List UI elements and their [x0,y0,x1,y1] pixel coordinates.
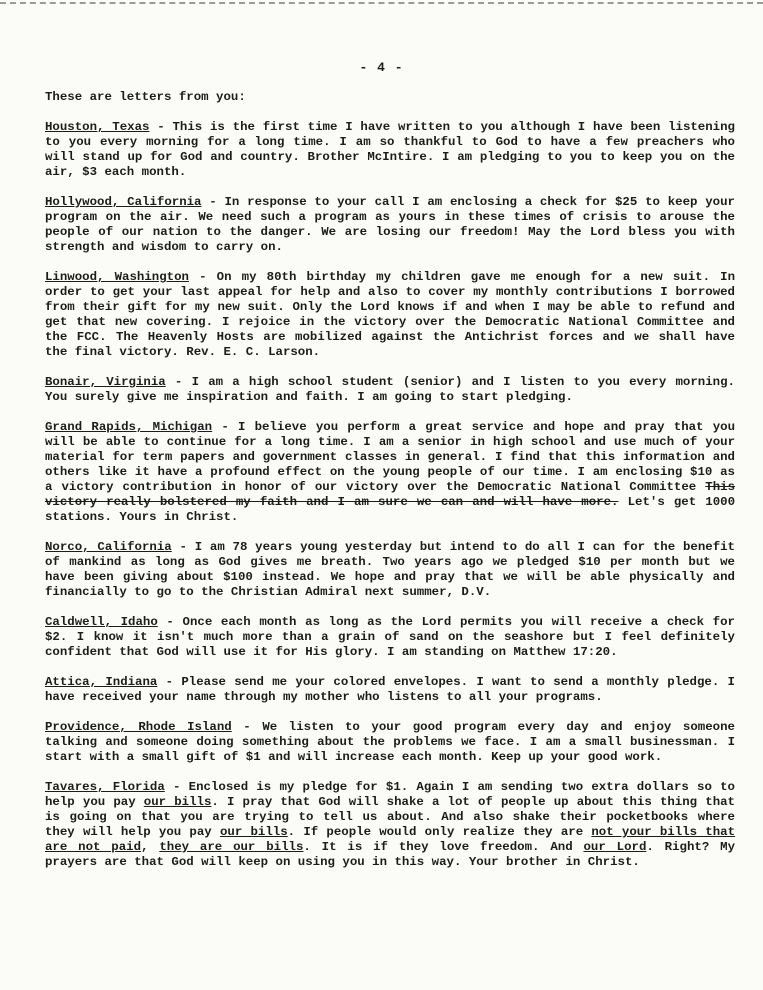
letter-location: Norco, California [45,540,172,554]
letter-text: - I am a high school student (senior) and I listen to you every morning. You surely give me inspiration and faith. I am going to start pledging. [45,375,735,404]
letter-caldwell [45,615,735,660]
letter-location: Tavares, Florida [45,780,165,794]
letter-norco [45,540,735,600]
letter-bonair [45,375,735,405]
letter-text: - In response to your call I am enclosing a check for $25 to keep your program on the air. We need such a program as yours in these times of crisis to arouse the people of our nation to the danger. We are losing our freedom! May the Lord bless you with strength and wisdom to carry on. [45,195,735,254]
underlined-phrase: our bills [219,825,288,839]
letter-location: Attica, Indiana [45,675,158,689]
letter-text-segment: . Right? My prayers are that God will keep on using you in this way. Your brother in Christ. [45,840,735,869]
letter-location: Hollywood, California [45,195,202,209]
letter-text-segment: . If people would only realize they are [287,825,592,839]
letter-text: - We listen to your good program every day and enjoy someone talking and someone doing something about the problems we face. I am a small businessman. I start with a small gift of $1 and will increase each month. Keep up your good work. [45,720,735,764]
letter-location: Providence, Rhode Island [45,720,232,734]
letter-text-segment: . I pray that God will shake a lot of people up about this thing that is going on that you are trying to tell us about. And also shake their pocketbooks where they will help you pay [45,795,735,839]
page-top-edge [0,2,763,4]
letter-grand-rapids [45,420,735,525]
letter-providence [45,720,735,765]
letter-text-segment: . It is if they love freedom. And [303,840,584,854]
underlined-phrase: our bills [143,795,212,809]
letter-tavares [45,780,735,870]
struck-out-text: This victory really bolstered my faith and I am sure we can and will have more. [45,480,736,509]
letter-location: Bonair, Virginia [45,375,166,389]
letter-text-continued: Let's get 1000 stations. Yours in Christ. [45,495,735,524]
letter-linwood [45,270,735,360]
letter-location: Grand Rapids, Michigan [45,420,213,434]
letter-location: Caldwell, Idaho [45,615,158,629]
intro-line: These are letters from you: [45,90,246,104]
letter-location: Houston, Texas [45,120,150,134]
letter-attica [45,675,735,705]
underlined-phrase: our Lord [583,840,647,854]
letter-text: - Please send me your colored envelopes. I want to send a monthly pledge. I have received your name through my mother who listens to all your programs. [45,675,735,704]
underlined-phrase: they are our bills [159,840,304,854]
letter-text: - Once each month as long as the Lord permits you will receive a check for $2. I know it isn't much more than a grain of sand on the seashore but I feel definitely confident that God will use it for His glory. I am standing on Matthew 17:20. [45,615,735,659]
letter-text: - I am 78 years young yesterday but intend to do all I can for the benefit of mankind as long as God gives me breath. Two years ago we pledged $10 per month but we have been giving about $100 instead. We hope and pray that we will be able physically and financially to go to the Christian Admiral next summer, D.V. [45,540,735,599]
letters-document [45,90,735,885]
letter-houston [45,120,735,180]
letter-text: - I believe you perform a great service and hope and pray that you will be able to continue for a long time. I am a senior in high school and use much of your material for term papers and government classes in general. I find that this information and others like it have a profound effect on the young people of our time. I am enclosing $10 as a victory contribution in honor of our victory over the Democratic National Committee [45,420,736,494]
underlined-phrase: not your bills that are not paid [45,825,736,854]
letter-text-segment: - Enclosed is my pledge for $1. Again I am sending two extra dollars so to help you pay [45,780,735,809]
letter-text: - This is the first time I have written to you although I have been listening to you every morning for a long time. I am so thankful to God to have a few preachers who will stand up for God and country. Brother McIntire. I am pledging to you to keep you on the air, $3 each month. [45,120,735,179]
letter-hollywood [45,195,735,255]
letter-text-segment: , [141,840,160,854]
letter-text: - On my 80th birthday my children gave me enough for a new suit. In order to get your last appeal for help and also to cover my monthly contributions I borrowed from their gift for my new suit. Only the Lord knows if and when I may be able to refund and get that new covering. I rejoice in the victory over the Democratic National Committee and the FCC. The Heavenly Hosts are mobilized against the Antichrist forces and we shall have the final victory. Rev. E. C. Larson. [45,270,736,359]
letter-location: Linwood, Washington [45,270,189,284]
page-number: - 4 - [359,60,404,75]
